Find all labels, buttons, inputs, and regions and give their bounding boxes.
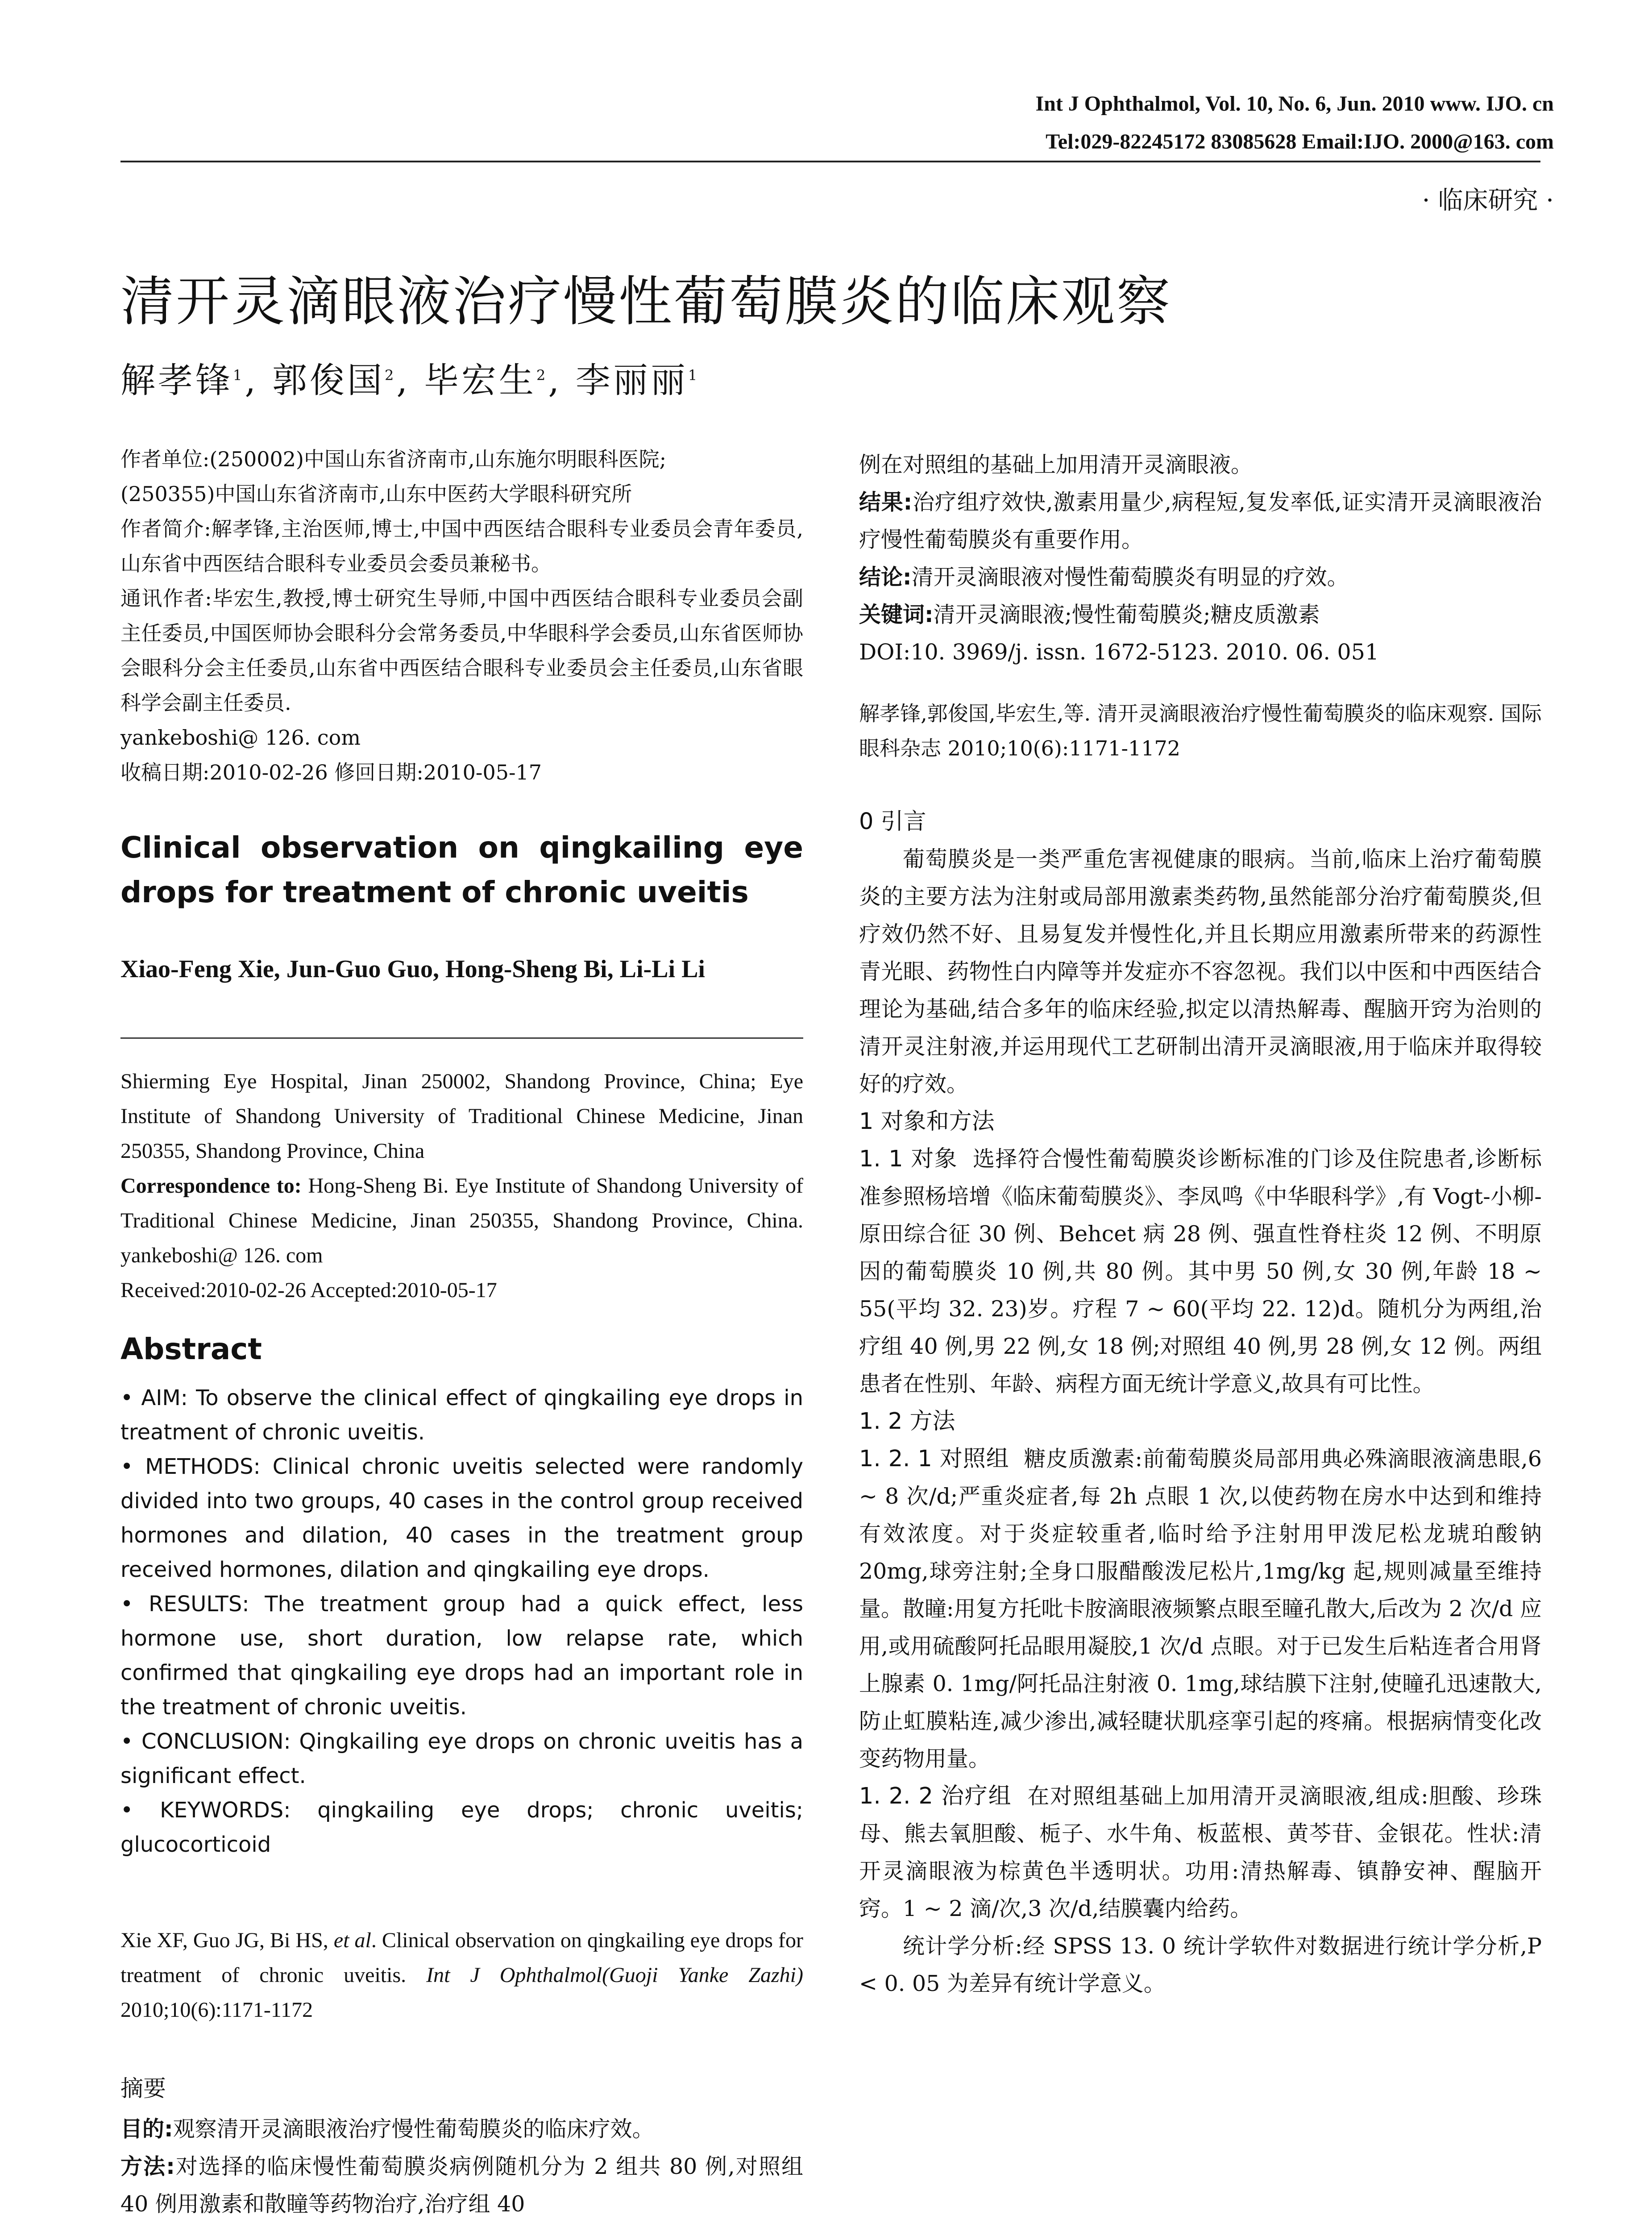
abstract-aim: • AIM: To observe the clinical effect of qingkailing eye drops in treatment of chronic uveitis. [120, 1385, 803, 1445]
author-info-block [120, 442, 803, 790]
author-sup: 2 [536, 367, 548, 384]
correspondence-zh: 通讯作者:毕宏生,教授,博士研究生导师,中国中西医结合眼科专业委员会副主任委员,中国医师协会眼科分会常务委员,中华眼科学会委员,山东省医师协会眼科分会主任委员,山东省中西医结合眼科专业委员会主任委员,山东省眼科学会副主任委员. [120, 586, 803, 715]
header-rule [120, 161, 1540, 162]
section-1-1-text: 选择符合慢性葡萄膜炎诊断标准的门诊及住院患者,诊断标准参照杨培增《临床葡萄膜炎》、李凤鸣《中华眼科学》,有 Vogt-小柳-原田综合征 30 例、Behcet 病 28 例、强直性脊柱炎 12 例、不明原因的葡萄膜炎 10 例,共 80 例。其中男 50 例,女 30 例,年龄 18 ~ 55(平均 32. 23)岁。疗程 7 ~ 60(平均 22. 12)d。随机分为两组,治疗组 40 例,男 22 例,女 18 例;对照组 40 例,男 28 例,女 12 例。两组患者在性别、年龄、病程方面无统计学意义,故具有可比性。 [859, 1146, 1542, 1397]
english-affiliation-block [120, 1064, 803, 1308]
zh-conclusion-label: 结论: [859, 564, 912, 590]
journal-header-line2: Tel:029-82245172 83085628 Email:IJO. 2000@163. com [1046, 130, 1554, 153]
email: yankeboshi@ 126. com [120, 726, 361, 750]
zh-conclusion [859, 559, 1542, 596]
affiliation-2: (250355)中国山东省济南市,山东中医药大学眼科研究所 [120, 482, 632, 506]
main-body [859, 803, 1542, 2003]
english-authors: Xiao-Feng Xie, Jun-Guo Guo, Hong-Sheng Bi, Li-Li Li [120, 955, 705, 983]
section-1-2-2 [859, 1778, 1542, 1928]
author-sup: 1 [233, 367, 245, 384]
section-1-2-1 [859, 1440, 1542, 1778]
cite-etal: et al [333, 1928, 371, 1952]
author-name: 毕宏生 [423, 361, 536, 401]
abstract-heading: Abstract [120, 1332, 262, 1366]
zh-results-text: 治疗组疗效快,激素用量少,病程短,复发率低,证实清开灵滴眼液治疗慢性葡萄膜炎有重要作用。 [859, 489, 1542, 552]
author-sup: 2 [384, 367, 397, 384]
zh-methods-cont: 例在对照组的基础上加用清开灵滴眼液。 [859, 452, 1253, 477]
statistics-paragraph: 统计学分析:经 SPSS 13. 0 统计学软件对数据进行统计学分析,P < 0. 05 为差异有统计学意义。 [859, 1933, 1542, 1996]
section-1-2-heading: 1. 2 方法 [859, 1408, 955, 1435]
section-1-2-1-label: 1. 2. 1 对照组 [859, 1446, 1009, 1472]
section-1-1-label: 1. 1 对象 [859, 1146, 958, 1172]
section-0-heading: 0 引言 [859, 809, 926, 835]
affiliation-1: 作者单位:(250002)中国山东省济南市,山东施尔明眼科医院; [120, 447, 667, 471]
author-bio: 作者简介:解孝锋,主治医师,博士,中国中西医结合眼科专业委员会青年委员,山东省中西医结合眼科专业委员会委员兼秘书。 [120, 517, 803, 576]
english-affiliation: Shierming Eye Hospital, Jinan 250002, Shandong Province, China; Eye Institute of Shandong University of Traditional Chinese Medicine, Jinan 250355, Shandong Province, China [120, 1070, 803, 1163]
section-tag: · 临床研究 · [1422, 186, 1554, 215]
journal-header-line1: Int J Ophthalmol, Vol. 10, No. 6, Jun. 2010 www. IJO. cn [1035, 92, 1554, 116]
divider [120, 1037, 803, 1039]
zh-aim-label: 目的: [120, 2116, 173, 2142]
abstract-conclusion: • CONCLUSION: Qingkailing eye drops on chronic uveitis has a significant effect. [120, 1729, 803, 1788]
zh-abstract-continued [859, 446, 1542, 671]
zh-results-label: 结果: [859, 489, 913, 515]
zh-conclusion-text: 清开灵滴眼液对慢性葡萄膜炎有明显的疗效。 [911, 564, 1349, 590]
section-1-2-2-text: 在对照组基础上加用清开灵滴眼液,组成:胆酸、珍珠母、熊去氧胆酸、栀子、水牛角、板蓝根、黄芩苷、金银花。性状:清开灵滴眼液为棕黄色半透明状。功用:清热解毒、镇静安神、醒脑开窍。1 ~ 2 滴/次,3 次/d,结膜囊内给药。 [859, 1783, 1542, 1921]
zh-results [859, 484, 1542, 559]
corr-text: Hong-Sheng Bi. Eye Institute of Shandong University of Traditional Chinese Medicine, Jinan 250355, Shandong Province, China. yankeboshi@ 126. com [120, 1174, 804, 1267]
english-citation [120, 1923, 803, 2028]
abstract-methods: • METHODS: Clinical chronic uveitis selected were randomly divided into two groups, 40 cases in the control group received hormones and dilation, 40 cases in the treatment group received hormones, dilation and qingkailing eye drops. [120, 1454, 803, 1582]
zh-methods [120, 2148, 803, 2223]
author-name: 解孝锋 [120, 361, 233, 401]
cite-authors: Xie XF, Guo JG, Bi HS, [120, 1928, 334, 1952]
zh-methods-text: 对选择的临床慢性葡萄膜炎病例随机分为 2 组共 80 例,对照组 40 例用激素和散瞳等药物治疗,治疗组 40 [120, 2154, 803, 2217]
author-list: 解孝锋$^1$, 郭俊国$^2$, 毕宏生$^2$, 李丽丽$^1$ [120, 361, 700, 401]
article-title: 清开灵滴眼液治疗慢性葡萄膜炎的临床观察 [120, 271, 1172, 333]
abstract-keywords: • KEYWORDS: qingkailing eye drops; chronic uveitis; glucocorticoid [120, 1798, 803, 1857]
abstract-body [120, 1381, 803, 1862]
section-1-2-2-label: 1. 2. 2 治疗组 [859, 1783, 1012, 1809]
doi: DOI:10. 3969/j. issn. 1672-5123. 2010. 06. 051 [859, 639, 1379, 665]
corr-label: Correspondence to: [120, 1174, 302, 1198]
zh-keywords-text: 清开灵滴眼液;慢性葡萄膜炎;糖皮质激素 [933, 602, 1320, 627]
section-1-1 [859, 1140, 1542, 1403]
dates-zh: 收稿日期:2010-02-26 修回日期:2010-05-17 [120, 760, 542, 784]
section-0-paragraph: 葡萄膜炎是一类严重危害视健康的眼病。当前,临床上治疗葡萄膜炎的主要方法为注射或局部用激素类药物,虽然能部分治疗葡萄膜炎,但疗效仍然不好、且易复发并慢性化,并且长期应用激素所带来的药源性青光眼、药物性白内障等并发症亦不容忽视。我们以中医和中西医结合理论为基础,结合多年的临床经验,拟定以清热解毒、醒脑开窍为治则的清开灵注射液,并运用现代工艺研制出清开灵滴眼液,用于临床并取得较好的疗效。 [859, 846, 1542, 1097]
zh-citation: 解孝锋,郭俊国,毕宏生,等. 清开灵滴眼液治疗慢性葡萄膜炎的临床观察. 国际眼科杂志 2010;10(6):1171-1172 [859, 701, 1542, 760]
section-1-heading: 1 对象和方法 [859, 1108, 995, 1135]
section-1-2-1-text: 糖皮质激素:前葡萄膜炎局部用典必殊滴眼液滴患眼,6 ~ 8 次/d;严重炎症者,每 2h 点眼 1 次,以使药物在房水中达到和维持有效浓度。对于炎症较重者,临时给予注射用甲泼尼松龙琥珀酸钠 20mg,球旁注射;全身口服醋酸泼尼松片,1mg/kg 起,规则减量至维持量。散瞳:用复方托吡卡胺滴眼液频繁点眼至瞳孔散大,后改为 2 次/d 应用,或用硫酸阿托品眼用凝胶,1 次/d 点眼。对于已发生后粘连者合用肾上腺素 0. 1mg/阿托品注射液 0. 1mg,球结膜下注射,使瞳孔迅速散大,防止虹膜粘连,减少渗出,减轻睫状肌痉挛引起的疼痛。根据病情变化改变药物用量。 [859, 1446, 1542, 1771]
english-dates: Received:2010-02-26 Accepted:2010-05-17 [120, 1278, 497, 1302]
english-correspondence [120, 1169, 803, 1273]
zh-abstract-body [120, 2111, 803, 2223]
abstract-results: • RESULTS: The treatment group had a quick effect, less hormone use, short duration, low relapse rate, which confirmed that qingkailing eye drops had an important role in the treatment of chronic uveitis. [120, 1592, 803, 1720]
zh-methods-label: 方法: [120, 2154, 175, 2179]
zh-abstract-heading: 摘要 [120, 2076, 166, 2102]
author-sup: 1 [688, 367, 700, 384]
zh-keywords [859, 596, 1542, 634]
cite-journal: Int J Ophthalmol(Guoji Yanke Zazhi) [426, 1963, 803, 1987]
zh-keywords-label: 关键词: [859, 602, 934, 627]
english-title: Clinical observation on qingkailing eye drops for treatment of chronic uveitis [120, 830, 803, 909]
cite-title: . Clinical observation on qingkailing eye drops for treatment of chronic uveitis. [120, 1928, 803, 1987]
zh-aim [120, 2111, 803, 2148]
author-name: 郭俊国 [272, 361, 385, 401]
cite-volume: 2010;10(6):1171-1172 [120, 1998, 313, 2022]
zh-aim-text: 观察清开灵滴眼液治疗慢性葡萄膜炎的临床疗效。 [173, 2116, 654, 2142]
author-name: 李丽丽 [575, 361, 688, 401]
